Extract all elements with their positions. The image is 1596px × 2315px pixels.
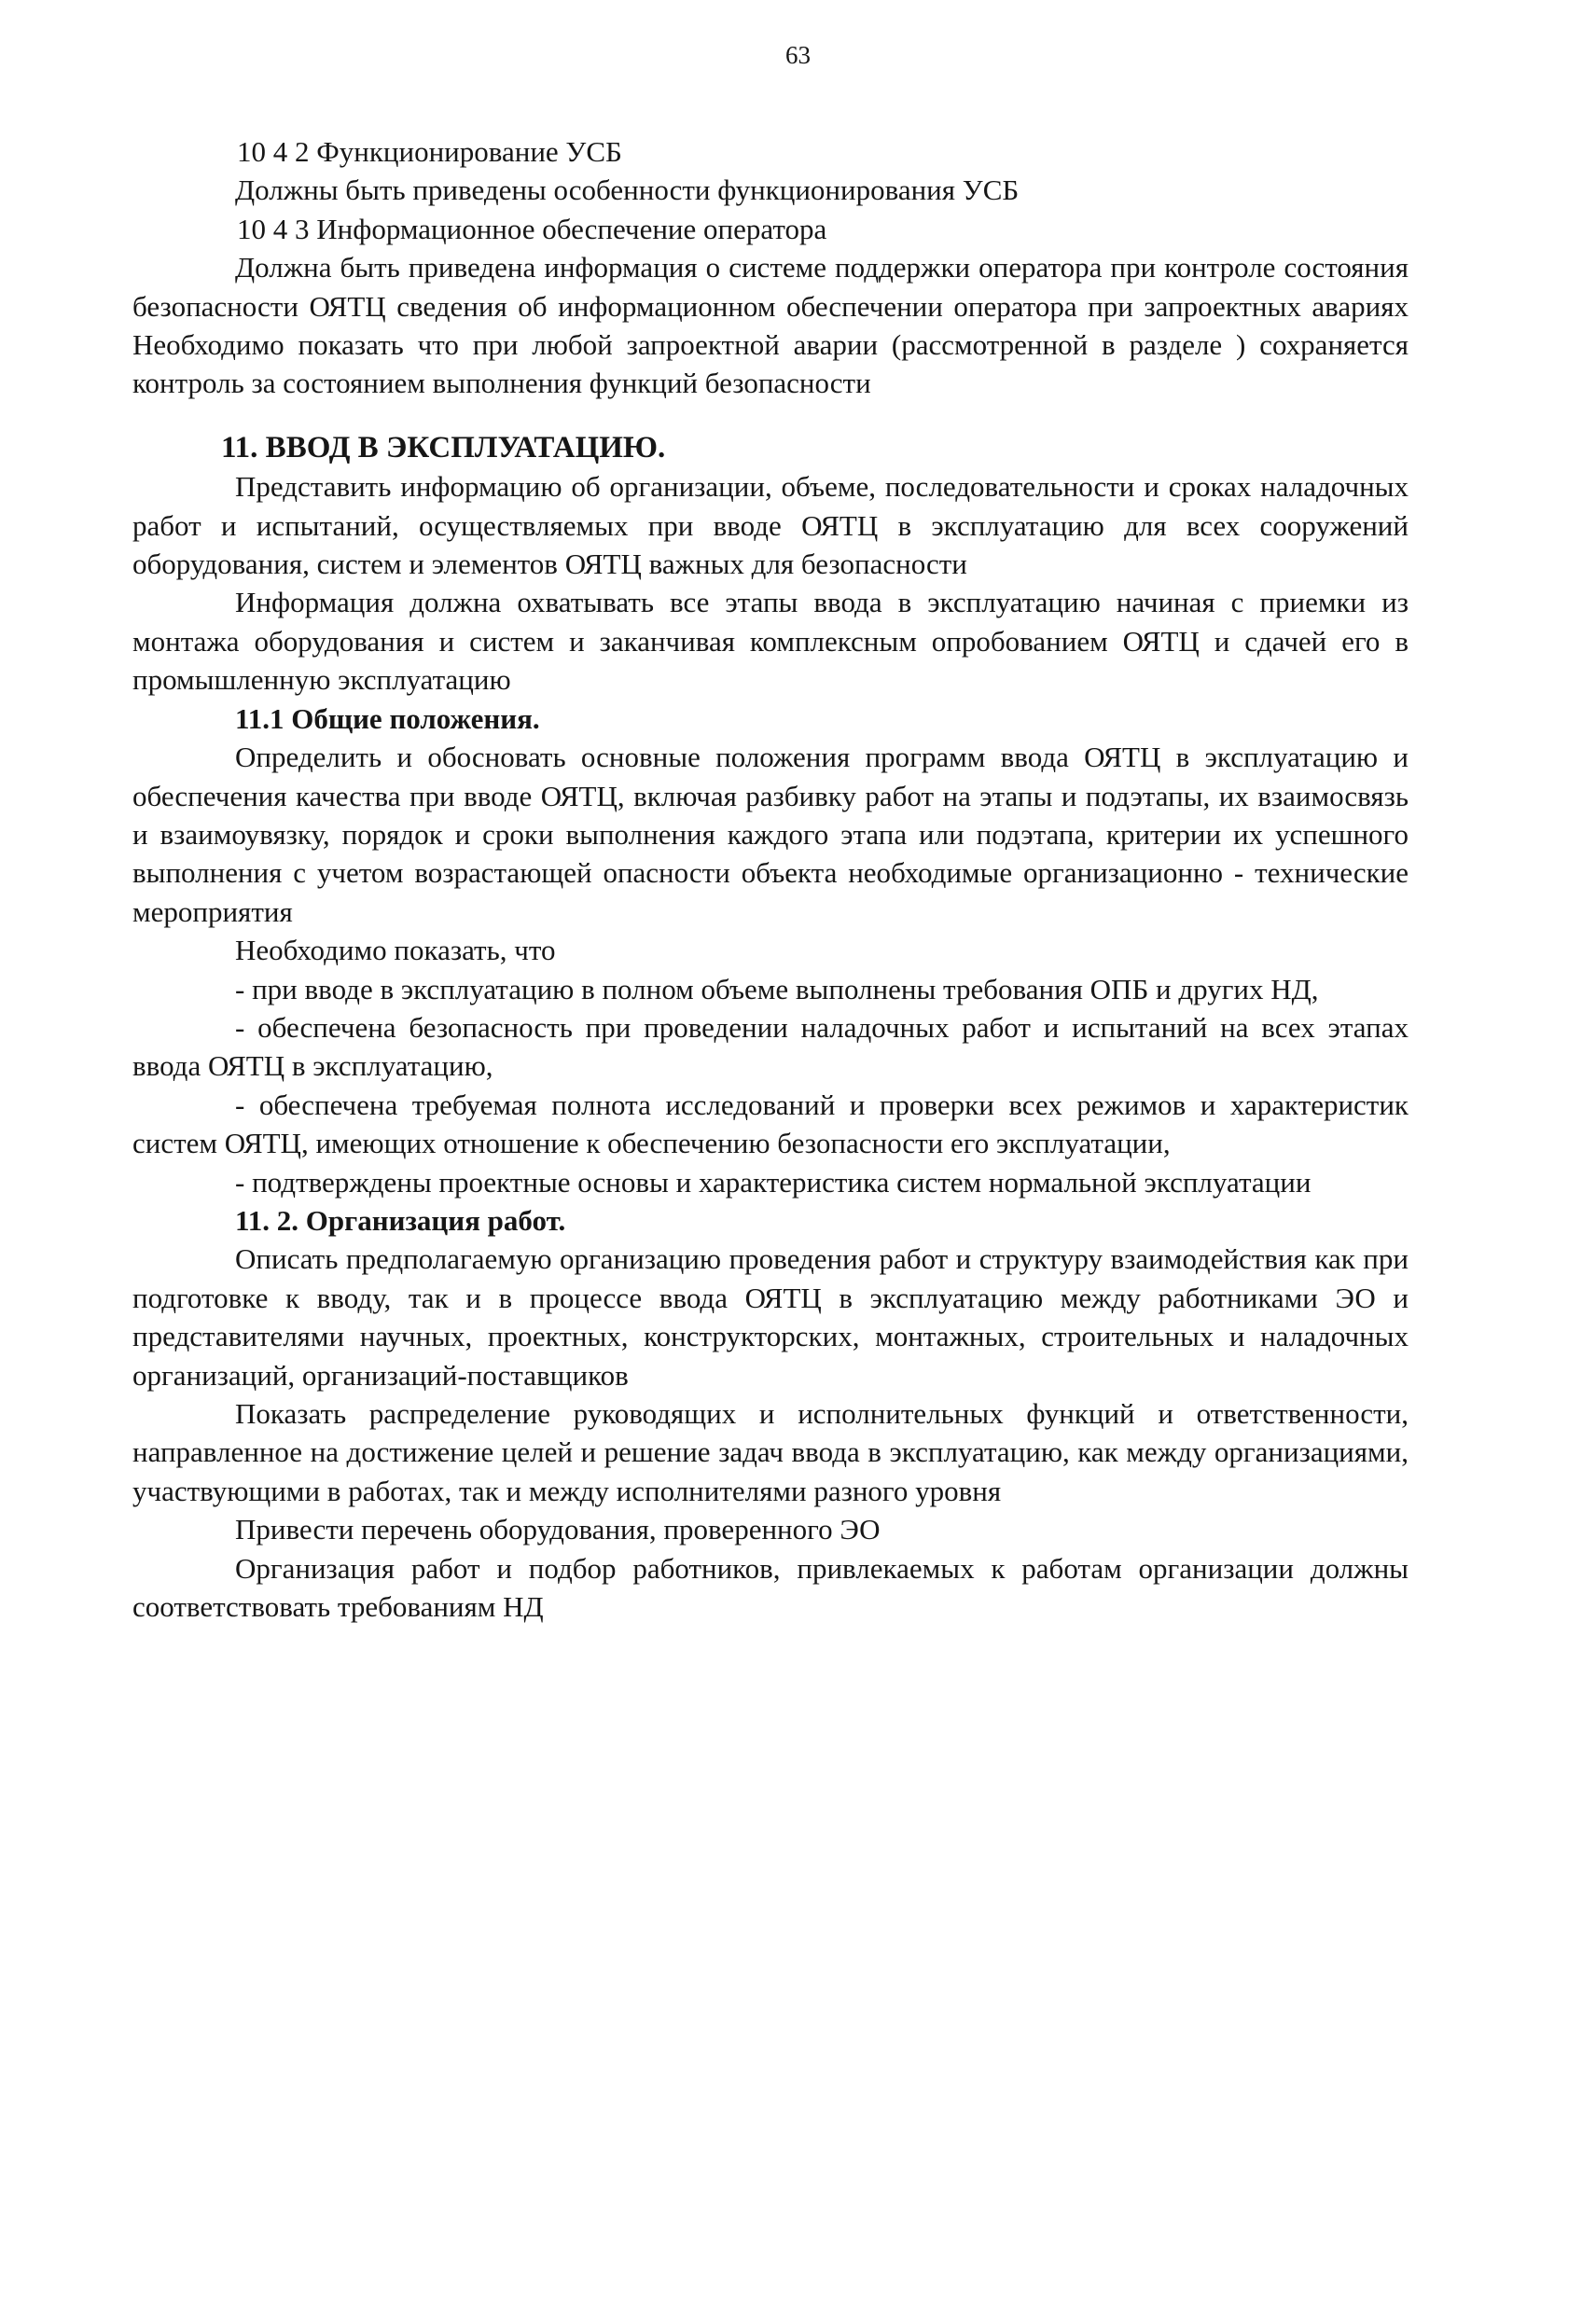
subsection-heading-11-1: 11.1 Общие положения. <box>235 701 540 735</box>
list-item: - обеспечена безопасность при проведении наладочных работ и испытаний на всех этапах ввода ОЯТЦ в эксплуатацию, <box>132 1010 1409 1083</box>
subsection-heading-10-4-2: 10 4 2 Функционирование УСБ <box>237 135 622 168</box>
paragraph: Организация работ и подбор работников, привлекаемых к работам организации должны соответствовать требованиям НД <box>132 1551 1409 1624</box>
list-item: - обеспечена требуемая полнота исследований и проверки всех режимов и характеристик систем ОЯТЦ, имеющих отношение к обеспечению безопасности его эксплуатации, <box>132 1088 1409 1160</box>
section-title-11: 11. ВВОД В ЭКСПЛУАТАЦИЮ. <box>221 430 666 464</box>
paragraph: Должны быть приведены особенности функционирования УСБ <box>235 173 1020 207</box>
list-item: - подтверждены проектные основы и характеристика систем нормальной эксплуатации <box>235 1165 1311 1199</box>
page-number: 63 <box>785 41 811 69</box>
paragraph: Должна быть приведена информация о системе поддержки оператора при контроле состояния безопасности ОЯТЦ сведения об информационном обеспечении оператора при запроектных авариях Необходимо показать что при любой запроектной аварии (рассмотренной в разделе ) сохраняется контроль за состоянием выполнения функций безопасности <box>132 251 1409 400</box>
paragraph: Определить и обосновать основные положения программ ввода ОЯТЦ в эксплуатацию и обеспечения качества при вводе ОЯТЦ, включая разбивку работ на этапы и подэтапы, их взаимосвязь и взаимоувязку, порядок и сроки выполнения каждого этапа или подэтапа, критерии их успешного выполнения с учетом возрастающей опасности объекта необходимые организационно - технические мероприятия <box>132 741 1409 928</box>
document-body <box>132 132 1409 1626</box>
paragraph: Привести перечень оборудования, проверенного ЭО <box>235 1513 881 1546</box>
list-item: - при вводе в эксплуатацию в полном объеме выполнены требования ОПБ и других НД, <box>235 972 1319 1005</box>
paragraph: Описать предполагаемую организацию проведения работ и структуру взаимодействия как при подготовке к вводу, так и в процессе ввода ОЯТЦ в эксплуатацию между работниками ЭО и представителями научных, проектных, конструкторских, монтажных, строительных и наладочных организаций, организаций-поставщиков <box>132 1242 1409 1392</box>
paragraph: Показать распределение руководящих и исполнительных функций и ответственности, направленное на достижение целей и решение задач ввода в эксплуатацию, как между организациями, участвующими в работах, так и между исполнителями разного уровня <box>132 1397 1409 1507</box>
paragraph: Представить информацию об организации, объеме, последовательности и сроках наладочных работ и испытаний, осуществляемых при вводе ОЯТЦ в эксплуатацию для всех сооружений оборудования, систем и элементов ОЯТЦ важных для безопасности <box>132 470 1409 581</box>
paragraph: Необходимо показать, что <box>235 934 556 967</box>
paragraph: Информация должна охватывать все этапы ввода в эксплуатацию начиная с приемки из монтажа оборудования и систем и заканчивая комплексным опробованием ОЯТЦ и сдачей его в промышленную эксплуатацию <box>132 586 1409 697</box>
subsection-heading-11-2: 11. 2. Организация работ. <box>235 1203 566 1237</box>
subsection-heading-10-4-3: 10 4 3 Информационное обеспечение оператора <box>237 212 827 245</box>
